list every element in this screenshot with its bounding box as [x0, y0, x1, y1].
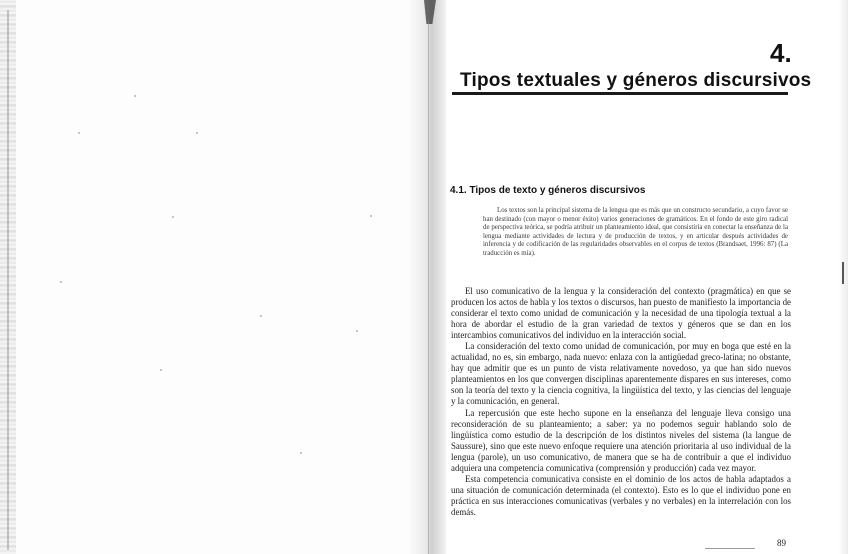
scan-speck: [370, 215, 372, 217]
body-text: [451, 286, 791, 518]
body-paragraph: La repercusión que este hecho supone en la enseñanza del lenguaje lleva consigo una reconsideración de su planteamiento; a saber: ya no podemos seguir hablando solo de lingüística como estudio de la descripción de los distintos niveles del sistema (la langue de Saussure), sino que este nuevo enfoque requiere una atención prioritaria al uso individual de la lengua (parole), un uso comunicativo, de manera que se ha de contribuir a que el individuo adquiera una competencia comunicativa (comprensión y producción) cada vez mayor.: [451, 407, 791, 473]
scan-speck: [172, 216, 174, 218]
scan-speck: [260, 315, 262, 317]
chapter-title-rule: [452, 92, 788, 95]
left-page: [0, 0, 418, 554]
body-paragraph: El uso comunicativo de la lengua y la consideración del contexto (pragmática) en que se producen los actos de habla y los textos o discursos, han puesto de manifiesto la importancia de considerar el texto como unidad de comunicación y la necesidad de una tipología textual a la hora de abordar el estudio de la gran variedad de textos y géneros que se dan en los intercambios comunicativos del individuo en la interacción social.: [451, 286, 791, 341]
scan-speck: [78, 132, 80, 134]
edge-mark: [842, 262, 844, 284]
chapter-number: 4.: [770, 38, 792, 68]
body-paragraph: La consideración del texto como unidad de comunicación, por muy en boga que esté en la actualidad, no es, sin embargo, nada nuevo: enlaza con la antigüedad greco-latina; no obstante, hay que admitir que es un punto de vista relativamente novedoso, ya que han sido nuevos planteamientos en los que convergen disciplinas aparentemente dispares en sus intereses, como son la teoría del texto y la ciencia cognitiva, la lingüística del texto, y las ciencias del lenguaje y la comunicación, en general.: [451, 341, 791, 407]
gutter-fold-line: [428, 20, 429, 554]
scan-speck: [196, 132, 198, 134]
scan-speck: [356, 330, 358, 332]
page-number: 89: [777, 538, 786, 548]
footer-rule: [705, 548, 755, 549]
chapter-title: Tipos textuales y géneros discursivos: [460, 70, 812, 91]
section-heading: 4.1. Tipos de texto y géneros discursivos: [450, 185, 646, 196]
scan-speck: [134, 95, 136, 97]
block-quote: [483, 207, 788, 259]
quote-text: Los textos son la principal sistema de la lengua que es más que un constructo secundario, a cuyo favor se han destinado (con mayor o menor éxito) varios generaciones de gramáticos. En el fondo de este giro radical de perspectiva teórica, se podría atribuir un planteamiento ideal, que consistiría en conectar la enseñanza de la lengua mediante actividades de lectura y de producción de textos, y en articular después actividades de inferencia y de codificación de las regularidades observables en el corpus de textos (Brandsaet, 1996: 87) (La traducción es mía).: [483, 207, 788, 257]
scan-speck: [300, 452, 302, 454]
scan-speck: [160, 369, 162, 371]
body-paragraph: Esta competencia comunicativa consiste en el dominio de los actos de habla adaptados a una situación de comunicación determinada (el contexto). Esto es lo que el individuo pone en práctica en sus interacciones comunicativas (verbales y no verbales) en la interrelación con los demás.: [451, 473, 791, 517]
scan-speck: [60, 281, 62, 283]
left-edge-shadow: [7, 10, 9, 550]
